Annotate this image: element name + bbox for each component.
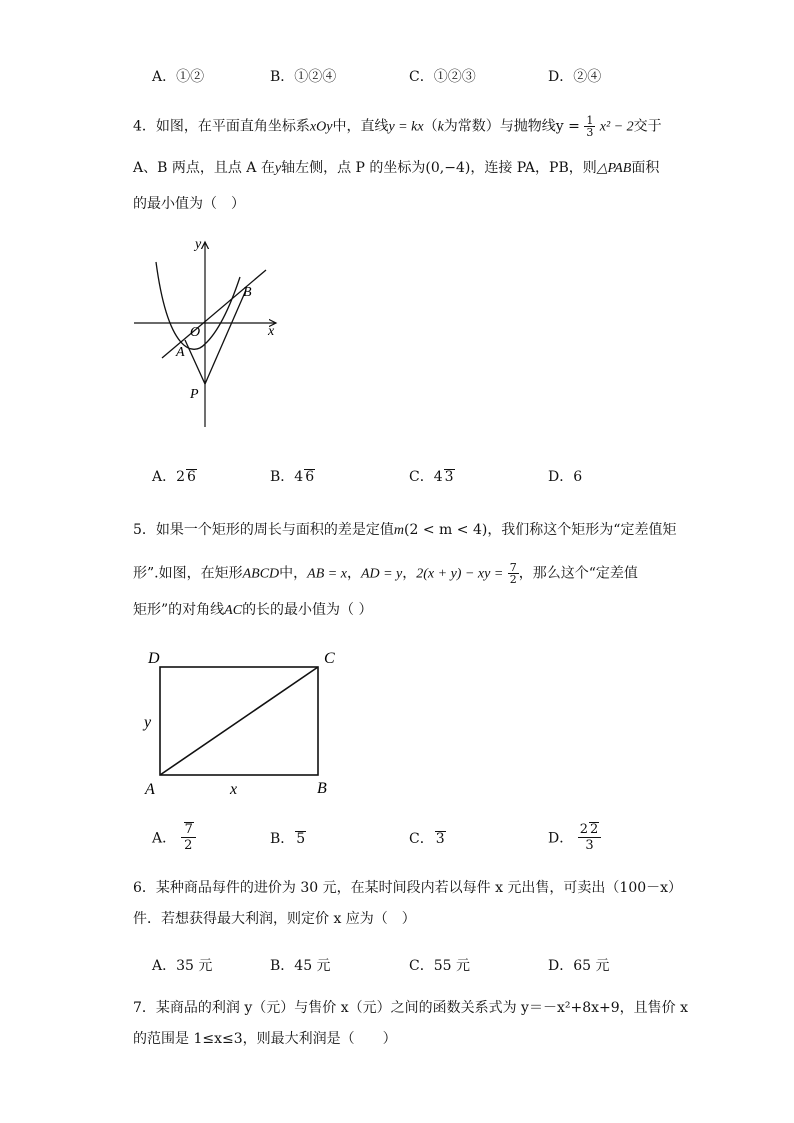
q6-line-2: 件．若想获得最大利润，则定价 x 应为（ ） [133, 911, 416, 927]
q6-option-b: B．45 元 [270, 958, 331, 974]
q6-option-a: A．35 元 [152, 958, 213, 974]
q6-option-c: C．55 元 [409, 958, 470, 974]
q5-option-a: A． $\frac{7}{2}$ [152, 822, 196, 853]
q5-rectangle-figure [140, 645, 350, 803]
q5-fraction: $\frac{7}{2}$ [509, 561, 517, 586]
q4-parabola-figure [128, 232, 288, 432]
fig-label-y: y [144, 714, 152, 731]
fig-label-c: C [324, 650, 335, 667]
q6-option-d: D．65 元 [548, 958, 610, 974]
q7-line-1: 7．某商品的利润 y（元）与售价 x（元）之间的函数关系式为 y＝－x²+8x+9，且售价 x [133, 1000, 688, 1016]
fig-label-x: x [268, 324, 275, 339]
q4-line-2: A、B 两点，且点 A 在y轴左侧，点 P 的坐标为(0,−4)，连接 PA，PB，则△PAB面积 [133, 160, 660, 176]
fig-label-o: O [190, 325, 201, 340]
fig-label-a: A [145, 781, 155, 798]
q4-option-b: B．4 6 [270, 469, 315, 485]
q6-line-1: 6．某种商品每件的进价为 30 元，在某时间段内若以每件 x 元出售，可卖出（100－x） [133, 880, 683, 896]
fig-label-d: D [148, 650, 160, 667]
q3-option-d: D．②④ [548, 69, 602, 85]
fig-label-a: A [176, 345, 185, 360]
q5-option-d: D． $\frac{2 2}{3}$ [548, 822, 601, 853]
fig-label-b: B [317, 780, 327, 797]
q5-line-2: 形”.如图，在矩形ABCD中，AB = x，AD = y，2(x + y) − xy = $\frac{7}{2}$ ，那么这个“定差值 [133, 561, 638, 586]
fig-label-p: P [190, 387, 199, 402]
q4-line-3: 的最小值为（ ） [133, 196, 245, 212]
q3-option-c: C．①②③ [409, 69, 476, 85]
q4-option-a: A．2 6 [152, 469, 196, 485]
q3-option-a: A．①② [152, 69, 205, 85]
diagonal-ac [160, 667, 318, 775]
fig-label-x: x [230, 781, 238, 798]
q5-line-1: 5．如果一个矩形的周长与面积的差是定值m(2 < m < 4)，我们称这个矩形为“定差值矩 [133, 522, 677, 538]
q3-option-b: B．①②④ [270, 69, 337, 85]
q7-line-2: 的范围是 1≤x≤3，则最大利润是（ ） [133, 1031, 397, 1047]
fig-label-b: B [243, 285, 252, 300]
fig-label-y: y [195, 237, 202, 252]
q5-option-b: B． 5 [270, 831, 306, 847]
q5-option-c: C． 3 [409, 831, 445, 847]
q4-line-1: 4．如图，在平面直角坐标系xOy中，直线y = kx（k为常数）与抛物线y = $\frac{1}{3}$ x² − 2交于 [133, 114, 662, 139]
q5-line-3: 矩形”的对角线AC的长的最小值为（ ） [133, 602, 373, 618]
q4-option-d: D．6 [548, 469, 583, 485]
q4-fraction: $\frac{1}{3}$ [586, 114, 594, 139]
q4-option-c: C．4 3 [409, 469, 454, 485]
